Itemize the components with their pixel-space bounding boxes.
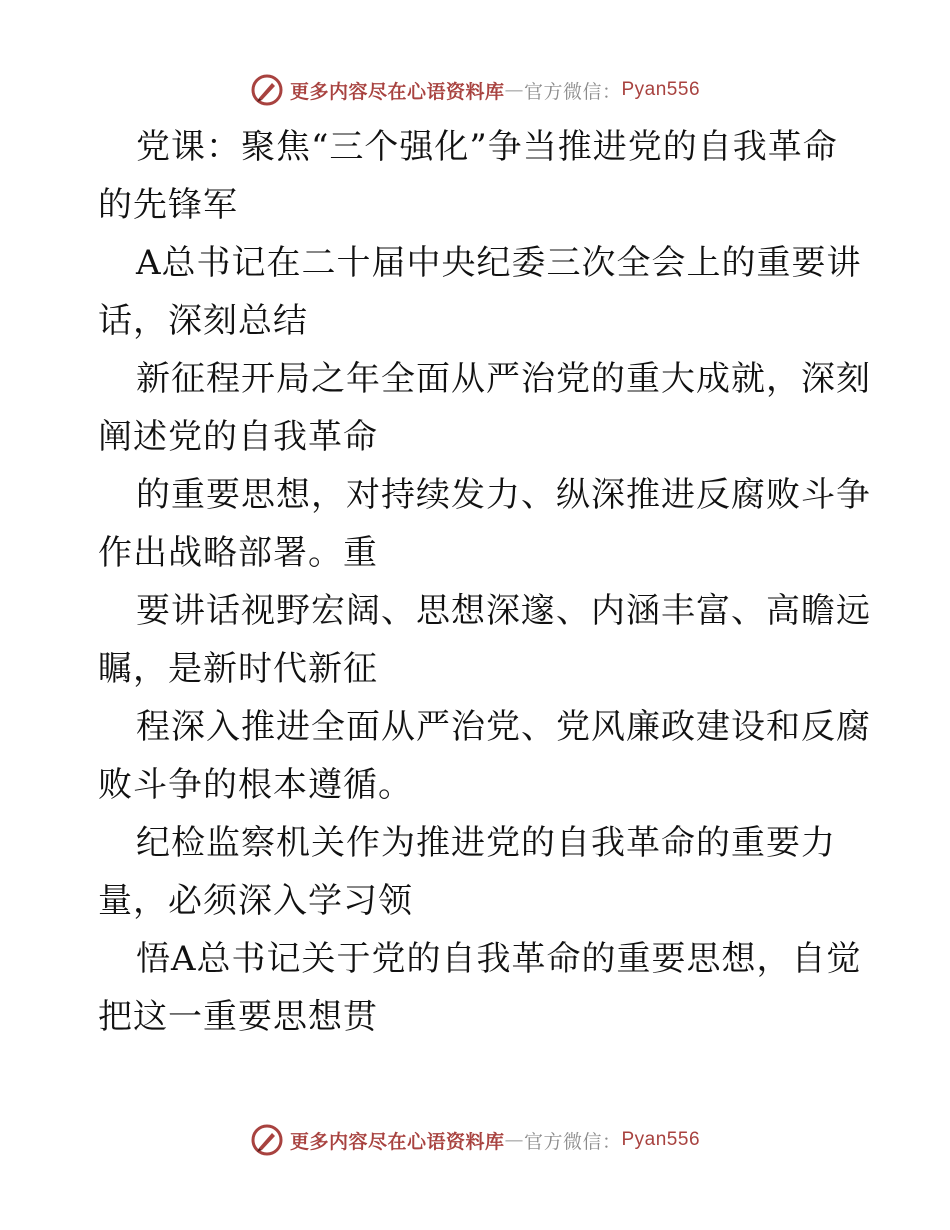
- watermark-label: 官方微信：: [523, 1130, 622, 1153]
- text-line: 作出战略部署。重: [98, 533, 378, 573]
- text-line: 话，深刻总结: [98, 301, 308, 341]
- footer-watermark: [0, 1120, 950, 1160]
- watermark-site: 更多内容尽在心语资料库: [289, 1130, 505, 1153]
- watermark-label: 官方微信：: [523, 80, 622, 103]
- text-line: A总书记在二十届中央纪委三次全会上的重要讲: [136, 243, 862, 283]
- text-line: 的先锋军: [98, 185, 238, 225]
- text-line: 把这一重要思想贯: [98, 997, 378, 1037]
- text-line: 程深入推进全面从严治党、党风廉政建设和反腐: [136, 707, 871, 747]
- text-line: 阐述党的自我革命: [98, 417, 378, 457]
- text-line: 党课：聚焦“三个强化”争当推进党的自我革命: [136, 127, 838, 167]
- text-line: 量，必须深入学习领: [98, 881, 413, 921]
- pen-logo-icon: [250, 1123, 284, 1157]
- text-line: 瞩，是新时代新征: [98, 649, 378, 689]
- text-line: 新征程开局之年全面从严治党的重大成就，深刻: [136, 359, 871, 399]
- watermark-site: 更多内容尽在心语资料库: [289, 80, 505, 103]
- text-line: 败斗争的根本遵循。: [98, 765, 413, 805]
- document-body: [98, 118, 871, 1046]
- watermark-dash: —: [504, 79, 524, 101]
- pen-logo-icon: [250, 73, 284, 107]
- text-line: 的重要思想，对持续发力、纵深推进反腐败斗争: [136, 475, 871, 515]
- text-line: 悟A总书记关于党的自我革命的重要思想，自觉: [136, 939, 862, 979]
- watermark-dash: —: [504, 1129, 524, 1151]
- watermark-id: Pyan556: [621, 79, 701, 100]
- text-line: 要讲话视野宏阔、思想深邃、内涵丰富、高瞻远: [136, 591, 871, 631]
- watermark-id: Pyan556: [621, 1129, 701, 1150]
- header-watermark: [0, 70, 950, 110]
- text-line: 纪检监察机关作为推进党的自我革命的重要力: [136, 823, 836, 863]
